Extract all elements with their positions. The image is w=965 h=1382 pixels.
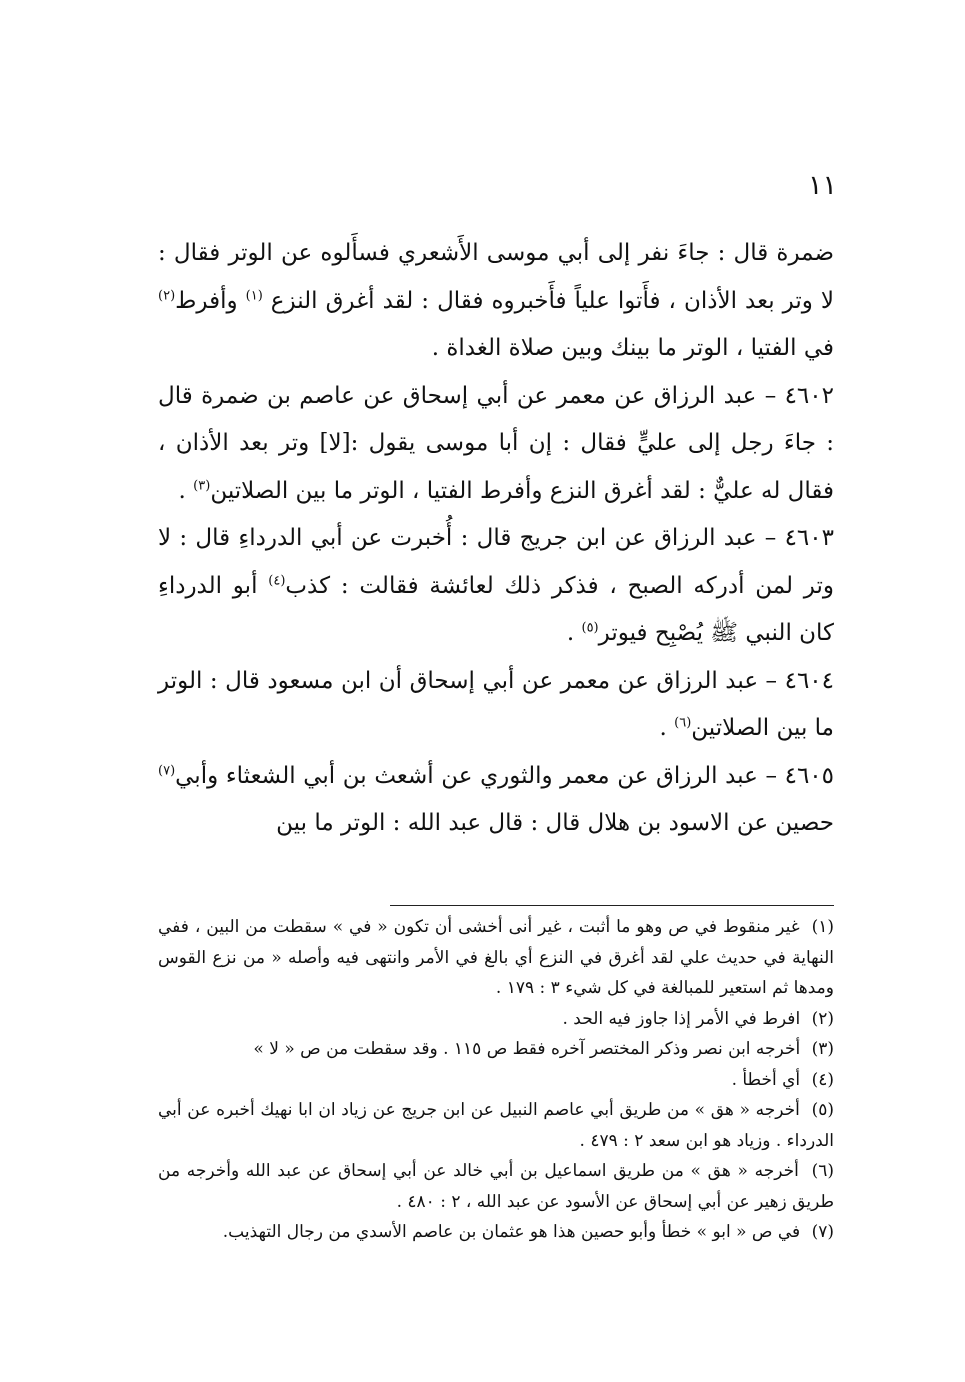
footnote-number: (٢)	[811, 1008, 834, 1029]
footnote-ref-2: (٢)	[158, 287, 176, 303]
footnote-number: (١)	[811, 917, 834, 937]
footnote-ref-4: (٤)	[268, 572, 286, 588]
hadith-text: – عبد الرزاق عن معمر والثوري عن أشعث بن أبي الشعثاء وأبي	[175, 762, 777, 789]
hadith-4605	[158, 753, 834, 848]
footnote-ref-3: (٣)	[193, 477, 211, 493]
hadith-text-end: .	[659, 715, 667, 741]
hadith-4603	[158, 515, 834, 658]
footnote-divider	[390, 905, 834, 906]
opening-line-1: ضمرة قال : جاءَ نفر إلى أبي موسى الأَشعري فسأَلوه عن الوتر فقال :	[158, 240, 834, 266]
footnote-text: أي أخطأ .	[731, 1069, 801, 1090]
footnote-5	[158, 1095, 834, 1156]
footnote-text: افرط في الأمر إذا جاوز فيه الحد .	[562, 1008, 801, 1029]
hadith-text-end: .	[566, 620, 575, 646]
footnote-ref-1: (١)	[245, 287, 263, 303]
footnote-2	[158, 1004, 834, 1035]
footnote-number: (٧)	[811, 1222, 834, 1242]
hadith-text: – عبد الرزاق عن معمر عن أبي إسحاق عن عاصم بن ضمرة قال : جاءَ رجل إلى عليٍّ فقال : إن أبا موسى يقول :[لا] وتر بعد الأذان ، فقال له عليٌّ : لقد أغرق النزع وأفرط الفتيا ، الوتر ما بين الصلاتين	[158, 382, 834, 504]
hadith-text-end: حصين عن الاسود بن هلال قال : قال عبد الله : الوتر ما بين	[276, 810, 834, 836]
footnote-number: (٥)	[811, 1100, 835, 1120]
footnote-number: (٦)	[811, 1161, 834, 1181]
footnote-1	[158, 912, 834, 1004]
hadith-4602	[158, 373, 834, 516]
page-number: ١١	[807, 170, 837, 201]
footnote-text: أخرجه « هق » من طريق أبي عاصم النبيل عن ابن جريج عن زياد ان ابا نهيك أخبره عن أبي الدرداء . وزياد هو ابن سعد ٢ : ٤٧٩ .	[158, 1100, 834, 1151]
footnote-4	[158, 1065, 834, 1096]
footnote-text: غير منقوط في ص وهو ما أثبت ، غير أنى أخشى أن تكون « في » سقطت من البين ، ففي النهاية في حديث علي لقد أغرق في النزع أي بالغ في الأمر وانتهى فيه وأصله « من نزع القوس ومدها ثم استعير للمبالغة في كل شيء ٣ : ١٧٩ .	[158, 917, 834, 998]
opening-line-2: لا وتر بعد الأذان ، فأَتوا علياً فأَخبروه فقال : لقد أغرق النزع	[270, 287, 834, 314]
opening-line-3b: في الفتيا ، الوتر ما بينك وبين صلاة الغداة .	[431, 335, 834, 361]
footnote-6	[158, 1156, 834, 1217]
hadith-text: – عبد الرزاق عن معمر عن أبي إسحاق أن ابن مسعود قال : الوتر ما بين الصلاتين	[158, 667, 834, 741]
footnote-number: (٣)	[811, 1039, 834, 1059]
footnote-ref-6: (٦)	[674, 715, 692, 731]
opening-paragraph	[158, 230, 834, 373]
hadith-4604	[158, 658, 834, 753]
hadith-number: ٤٦٠٣	[784, 525, 834, 551]
footnote-text: أخرجه « هق » من طريق اسماعيل بن أبي خالد عن أبي إسحاق عن عبد الله وأخرجه من طريق زهير عن أبي إسحاق عن الأسود عن عبد الله ، ٢ : ٤٨٠ .	[158, 1161, 834, 1212]
hadith-number: ٤٦٠٤	[784, 667, 835, 694]
hadith-number: ٤٦٠٢	[784, 382, 834, 409]
footnote-ref-7: (٧)	[158, 762, 176, 778]
main-text	[158, 230, 834, 848]
hadith-text-end: .	[178, 477, 186, 504]
footnote-ref-5: (٥)	[581, 620, 599, 636]
footnote-3	[158, 1034, 834, 1065]
footnote-7	[158, 1217, 834, 1248]
opening-line-3a: وأفرط	[175, 287, 238, 314]
hadith-number: ٤٦٠٥	[784, 762, 835, 789]
footnote-text: في ص « ابو » خطأ وأبو حصين هذا هو عثمان بن عاصم الأسدي من رجال التهذيب.	[222, 1222, 801, 1242]
hadith-text: – عبد الرزاق عن ابن جريج قال : أُخبرت عن أبي الدرداءِ قال : لا وتر لمن أدركه الصبح ، فذكر ذلك لعائشة فقالت : كذب	[158, 525, 835, 599]
footnote-text: أخرجه ابن نصر وذكر المختصر آخره فقط ص ١١٥ . وقد سقطت من ص « لا »	[253, 1039, 801, 1059]
footnote-number: (٤)	[811, 1069, 834, 1090]
hadith-text-middle: أبو الدرداءِ كان النبي ﷺ يُصْبِح فيوتر	[158, 572, 834, 646]
footnotes-section	[158, 912, 834, 1248]
